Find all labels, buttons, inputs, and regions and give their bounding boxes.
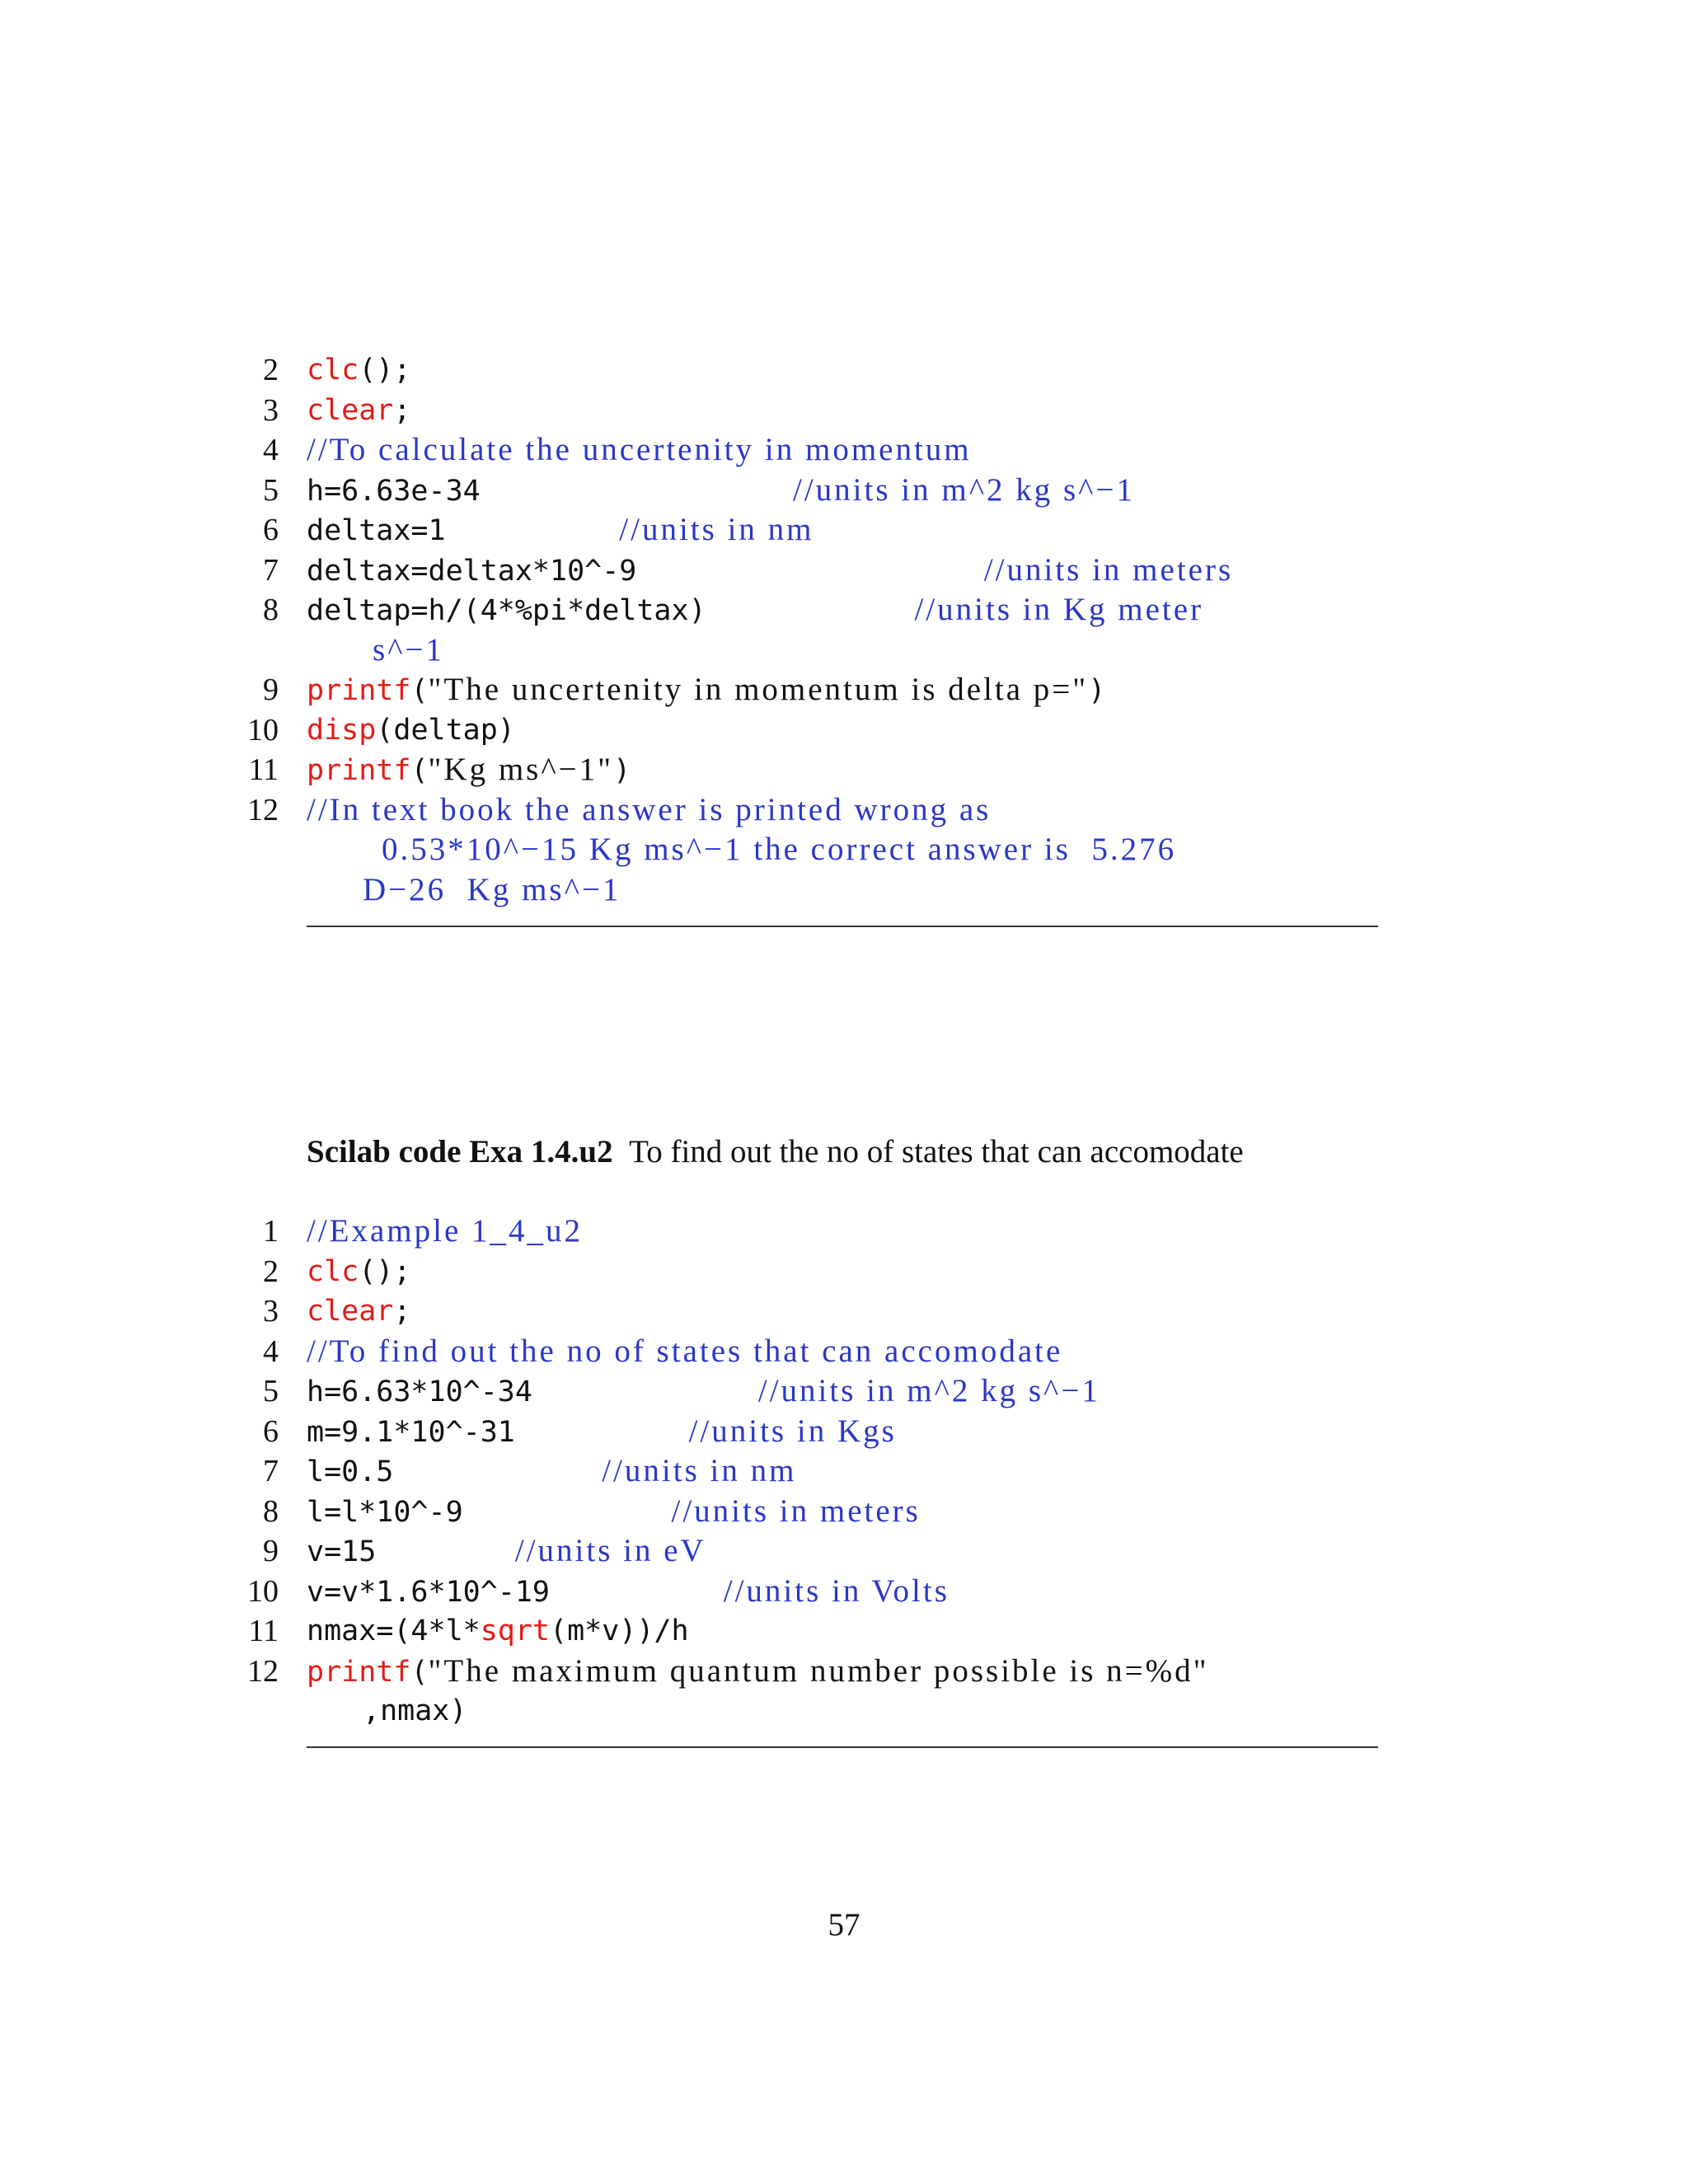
code-text [382, 830, 1176, 870]
code-line [0, 1451, 1688, 1491]
code-line [0, 1412, 1688, 1451]
code-text [307, 790, 991, 831]
code-token: ( [410, 754, 429, 787]
code-keyword: printf [307, 1655, 411, 1689]
code-line [0, 710, 1688, 750]
code-token: ) [613, 754, 631, 787]
code-comment: //In text book the answer is printed wrong as [307, 791, 992, 827]
code-line [0, 1252, 1688, 1291]
line-number: 1 [263, 1214, 279, 1249]
line-number: 3 [263, 392, 279, 428]
line-number: 9 [263, 1534, 279, 1568]
code-token: ( [410, 1655, 429, 1689]
code-comment: D−26 Kg ms^−1 [363, 871, 621, 907]
line-number: 4 [263, 433, 279, 467]
code-text [307, 1492, 921, 1532]
code-token: nmax=(4*l* [307, 1615, 481, 1647]
code-line [0, 830, 1688, 869]
code-line [0, 1212, 1688, 1251]
code-line [0, 1371, 1688, 1411]
code-line [0, 1531, 1688, 1571]
code-token: v=15 [307, 1535, 515, 1568]
code-text [307, 590, 1203, 630]
code-token: deltax=1 [307, 514, 620, 547]
code-keyword: clc [307, 1254, 359, 1288]
code-token: (); [359, 354, 411, 387]
line-number: 10 [247, 712, 279, 748]
line-number: 7 [263, 552, 279, 588]
code-comment: //Example 1_4_u2 [307, 1213, 584, 1249]
code-text [307, 1611, 689, 1651]
code-token: l=l*10^-9 [307, 1495, 672, 1529]
code-token: (m*v))/h [550, 1615, 689, 1647]
code-text [307, 510, 814, 551]
code-comment: //units in meters [671, 1493, 921, 1529]
line-number: 12 [247, 792, 279, 827]
code-text [307, 1212, 583, 1252]
code-text [307, 350, 410, 390]
code-line [0, 1691, 1688, 1731]
code-text [307, 710, 515, 750]
code-line [0, 350, 1688, 390]
code-line [0, 1291, 1688, 1331]
code-token: h=6.63*10^-34 [307, 1376, 758, 1408]
listing-caption [307, 1132, 1244, 1172]
line-number: 7 [263, 1454, 279, 1488]
code-comment: //units in meters [983, 551, 1234, 588]
code-text [307, 471, 1135, 511]
code-string: "The uncertenity in momentum is delta p=" [428, 672, 1089, 707]
code-line [0, 590, 1688, 630]
listing-1-rule [307, 926, 1378, 927]
code-comment: //units in m^2 kg s^−1 [757, 1373, 1100, 1408]
code-comment: //To find out the no of states that can accomodate [307, 1333, 1063, 1369]
listing-2-rule [307, 1746, 1378, 1748]
code-token: m=9.1*10^-31 [307, 1415, 689, 1449]
code-keyword: clc [307, 354, 359, 387]
code-text [373, 630, 444, 671]
code-text [307, 1332, 1062, 1372]
code-comment: 0.53*10^−15 Kg ms^−1 the correct answer is 5.276 [382, 832, 1177, 867]
code-text [307, 430, 972, 471]
code-line [0, 1492, 1688, 1531]
code-line [0, 870, 1688, 910]
code-token: ,nmax) [363, 1694, 467, 1727]
code-text [307, 1252, 410, 1291]
code-token: ) [1088, 674, 1106, 707]
line-number: 2 [263, 1254, 279, 1289]
line-number: 6 [263, 513, 279, 547]
code-line [0, 670, 1688, 710]
code-keyword: printf [307, 674, 411, 707]
code-token: (); [359, 1254, 411, 1288]
code-comment: //units in nm [619, 512, 814, 547]
code-string: "Kg ms^−1" [428, 752, 614, 787]
line-number: 11 [248, 752, 279, 787]
code-token: deltap=h/(4*%pi*deltax) [307, 594, 915, 627]
code-keyword: clear [307, 1295, 394, 1328]
code-line [0, 551, 1688, 590]
code-text [307, 750, 631, 790]
line-number: 10 [247, 1573, 279, 1609]
code-text [307, 1572, 950, 1612]
code-token: h=6.63e-34 [307, 474, 794, 508]
line-number: 12 [247, 1653, 279, 1689]
line-number: 5 [263, 472, 279, 508]
line-number: 9 [263, 673, 279, 707]
code-token: ; [393, 393, 411, 427]
line-number: 5 [263, 1374, 279, 1408]
code-text [307, 391, 410, 430]
code-text [307, 551, 1233, 591]
code-text [363, 870, 621, 911]
line-number: 11 [248, 1614, 279, 1648]
code-token: l=0.5 [307, 1455, 603, 1488]
code-text [307, 1412, 897, 1452]
code-line [0, 471, 1688, 510]
code-comment: //units in Kg meter [914, 592, 1204, 627]
code-comment: //units in eV [514, 1533, 706, 1568]
code-line [0, 750, 1688, 790]
code-line [0, 630, 1688, 670]
code-keyword: disp [307, 713, 377, 747]
code-token: (deltap) [376, 713, 515, 747]
caption-text: To find out the no of states that can accomodate [629, 1134, 1244, 1169]
code-comment: s^−1 [373, 631, 444, 668]
code-token: ; [393, 1295, 411, 1328]
line-number: 4 [263, 1333, 279, 1369]
code-comment: //units in m^2 kg s^−1 [793, 471, 1135, 508]
code-line [0, 1572, 1688, 1611]
line-number: 3 [263, 1294, 279, 1329]
code-line [0, 430, 1688, 470]
code-comment: //To calculate the uncertenity in momentum [307, 432, 972, 467]
code-comment: //units in nm [602, 1453, 797, 1488]
code-line [0, 391, 1688, 430]
code-comment: //units in Volts [723, 1572, 950, 1609]
line-number: 8 [263, 593, 279, 627]
code-string: "The maximum quantum number possible is n=%d" [428, 1652, 1209, 1689]
caption-label: Scilab code Exa 1.4.u2 [307, 1134, 613, 1169]
code-text [307, 1371, 1100, 1412]
code-token: v=v*1.6*10^-19 [307, 1575, 724, 1609]
code-text [307, 1652, 1209, 1692]
line-number: 2 [263, 353, 279, 387]
code-comment: //units in Kgs [688, 1413, 897, 1449]
code-text [307, 1291, 410, 1331]
code-token: deltax=deltax*10^-9 [307, 554, 984, 588]
line-number: 6 [263, 1413, 279, 1449]
code-text [307, 670, 1105, 710]
code-keyword: sqrt [480, 1615, 551, 1647]
code-text [307, 1451, 796, 1492]
line-number: 8 [263, 1493, 279, 1529]
code-line [0, 1652, 1688, 1691]
code-line [0, 1611, 1688, 1651]
code-line [0, 510, 1688, 550]
code-keyword: clear [307, 393, 394, 427]
code-token: ( [410, 674, 429, 707]
code-keyword: printf [307, 754, 411, 787]
code-line [0, 790, 1688, 830]
code-text [307, 1531, 706, 1572]
code-text [363, 1691, 467, 1731]
page-number: 57 [828, 1907, 860, 1943]
code-line [0, 1332, 1688, 1371]
